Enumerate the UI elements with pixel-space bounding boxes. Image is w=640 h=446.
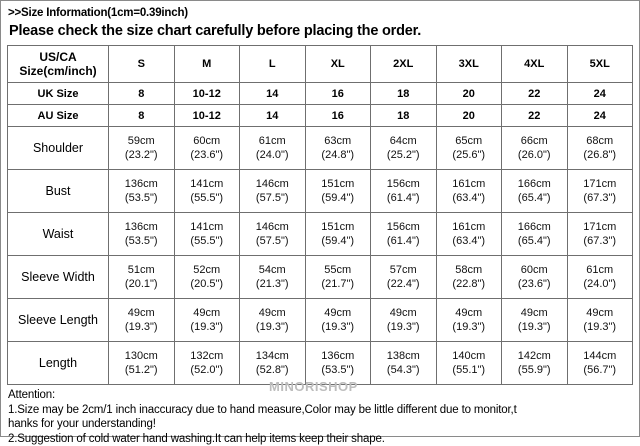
value-cm: 136cm bbox=[110, 220, 173, 234]
value-inch: (21.3") bbox=[241, 277, 304, 291]
measurement-cell bbox=[436, 256, 502, 299]
value-inch: (59.4") bbox=[307, 234, 370, 248]
uk-size-row bbox=[8, 83, 633, 105]
attention-line-2: 2.Suggestion of cold water hand washing.It can help items keep their shape. bbox=[8, 432, 633, 446]
au-size-value: 22 bbox=[502, 105, 568, 127]
value-inch: (22.8") bbox=[438, 277, 501, 291]
value-cm: 51cm bbox=[110, 263, 173, 277]
measurement-cell bbox=[371, 213, 437, 256]
value-inch: (67.3") bbox=[569, 234, 632, 248]
measurement-cell bbox=[502, 170, 568, 213]
au-size-label: AU Size bbox=[8, 105, 109, 127]
value-cm: 166cm bbox=[503, 177, 566, 191]
table-row bbox=[8, 256, 633, 299]
value-cm: 57cm bbox=[372, 263, 435, 277]
value-inch: (19.3") bbox=[307, 320, 370, 334]
au-size-row bbox=[8, 105, 633, 127]
value-cm: 161cm bbox=[438, 177, 501, 191]
value-cm: 52cm bbox=[176, 263, 239, 277]
value-inch: (53.5") bbox=[110, 234, 173, 248]
uk-size-label: UK Size bbox=[8, 83, 109, 105]
measurement-cell bbox=[109, 256, 175, 299]
value-cm: 134cm bbox=[241, 349, 304, 363]
value-cm: 141cm bbox=[176, 220, 239, 234]
uk-size-value: 24 bbox=[567, 83, 633, 105]
value-cm: 151cm bbox=[307, 177, 370, 191]
value-cm: 59cm bbox=[110, 134, 173, 148]
measurement-cell bbox=[567, 170, 633, 213]
uk-size-value: 8 bbox=[109, 83, 175, 105]
value-cm: 68cm bbox=[569, 134, 632, 148]
measurement-cell bbox=[240, 127, 306, 170]
value-inch: (63.4") bbox=[438, 234, 501, 248]
value-cm: 49cm bbox=[307, 306, 370, 320]
measurement-cell bbox=[502, 213, 568, 256]
measurement-cell bbox=[567, 342, 633, 385]
size-header-xl: XL bbox=[305, 46, 371, 83]
value-cm: 49cm bbox=[438, 306, 501, 320]
value-inch: (19.3") bbox=[438, 320, 501, 334]
measurement-cell bbox=[109, 127, 175, 170]
measurement-cell bbox=[436, 299, 502, 342]
au-size-value: 14 bbox=[240, 105, 306, 127]
value-inch: (26.8") bbox=[569, 148, 632, 162]
value-inch: (54.3") bbox=[372, 363, 435, 377]
corner-label bbox=[8, 46, 109, 83]
table-row bbox=[8, 299, 633, 342]
measurement-cell bbox=[240, 256, 306, 299]
value-cm: 49cm bbox=[569, 306, 632, 320]
attention-line-1-cont: hanks for your understanding! bbox=[8, 417, 633, 432]
measurement-cell bbox=[371, 127, 437, 170]
table-row bbox=[8, 127, 633, 170]
au-size-value: 18 bbox=[371, 105, 437, 127]
value-inch: (52.0") bbox=[176, 363, 239, 377]
value-cm: 166cm bbox=[503, 220, 566, 234]
value-cm: 146cm bbox=[241, 177, 304, 191]
value-cm: 146cm bbox=[241, 220, 304, 234]
value-cm: 141cm bbox=[176, 177, 239, 191]
table-row bbox=[8, 170, 633, 213]
measurement-cell bbox=[502, 299, 568, 342]
corner-label-line1: US/CA bbox=[39, 50, 76, 64]
au-size-value: 24 bbox=[567, 105, 633, 127]
value-inch: (55.5") bbox=[176, 191, 239, 205]
value-cm: 136cm bbox=[110, 177, 173, 191]
value-cm: 151cm bbox=[307, 220, 370, 234]
value-cm: 49cm bbox=[503, 306, 566, 320]
uk-size-value: 20 bbox=[436, 83, 502, 105]
value-inch: (19.3") bbox=[176, 320, 239, 334]
value-inch: (24.8") bbox=[307, 148, 370, 162]
value-inch: (52.8") bbox=[241, 363, 304, 377]
measurement-cell bbox=[240, 170, 306, 213]
measurement-label: Sleeve Length bbox=[8, 299, 109, 342]
value-inch: (57.5") bbox=[241, 191, 304, 205]
value-inch: (65.4") bbox=[503, 191, 566, 205]
measurement-cell bbox=[174, 127, 240, 170]
value-cm: 171cm bbox=[569, 220, 632, 234]
attention-title: Attention: bbox=[8, 388, 633, 403]
size-header-2xl: 2XL bbox=[371, 46, 437, 83]
value-inch: (24.0") bbox=[569, 277, 632, 291]
value-inch: (53.5") bbox=[307, 363, 370, 377]
measurement-cell bbox=[502, 127, 568, 170]
value-inch: (51.2") bbox=[110, 363, 173, 377]
value-inch: (55.1") bbox=[438, 363, 501, 377]
measurement-label: Bust bbox=[8, 170, 109, 213]
value-inch: (65.4") bbox=[503, 234, 566, 248]
measurement-label: Length bbox=[8, 342, 109, 385]
value-inch: (23.6") bbox=[503, 277, 566, 291]
value-inch: (25.2") bbox=[372, 148, 435, 162]
value-inch: (21.7") bbox=[307, 277, 370, 291]
value-cm: 60cm bbox=[176, 134, 239, 148]
value-cm: 61cm bbox=[569, 263, 632, 277]
value-inch: (25.6") bbox=[438, 148, 501, 162]
measurement-cell bbox=[174, 256, 240, 299]
corner-label-line2: Size(cm/inch) bbox=[19, 64, 96, 78]
value-cm: 55cm bbox=[307, 263, 370, 277]
attention-line-1: 1.Size may be 2cm/1 inch inaccuracy due to hand measure,Color may be little different due to monitor,t bbox=[8, 403, 633, 418]
measurement-cell bbox=[371, 342, 437, 385]
value-inch: (22.4") bbox=[372, 277, 435, 291]
value-inch: (53.5") bbox=[110, 191, 173, 205]
size-header-3xl: 3XL bbox=[436, 46, 502, 83]
size-header-s: S bbox=[109, 46, 175, 83]
measurement-cell bbox=[436, 342, 502, 385]
uk-size-value: 10-12 bbox=[174, 83, 240, 105]
value-cm: 171cm bbox=[569, 177, 632, 191]
measurement-label: Sleeve Width bbox=[8, 256, 109, 299]
measurement-cell bbox=[502, 256, 568, 299]
value-cm: 63cm bbox=[307, 134, 370, 148]
value-inch: (19.3") bbox=[372, 320, 435, 334]
value-cm: 65cm bbox=[438, 134, 501, 148]
shop-watermark: MINORISHOP bbox=[269, 379, 358, 394]
measurement-cell bbox=[567, 213, 633, 256]
measurement-cell bbox=[305, 127, 371, 170]
measurement-cell bbox=[305, 256, 371, 299]
value-inch: (19.3") bbox=[110, 320, 173, 334]
measurement-cell bbox=[436, 170, 502, 213]
size-header-4xl: 4XL bbox=[502, 46, 568, 83]
table-row bbox=[8, 213, 633, 256]
measurement-cell bbox=[371, 256, 437, 299]
value-inch: (23.2") bbox=[110, 148, 173, 162]
value-inch: (67.3") bbox=[569, 191, 632, 205]
value-inch: (61.4") bbox=[372, 234, 435, 248]
size-chart-table bbox=[7, 45, 633, 385]
measurement-cell bbox=[109, 213, 175, 256]
value-cm: 136cm bbox=[307, 349, 370, 363]
uk-size-value: 22 bbox=[502, 83, 568, 105]
page-subtitle: Please check the size chart carefully before placing the order. bbox=[9, 22, 633, 40]
value-inch: (20.5") bbox=[176, 277, 239, 291]
measurement-cell bbox=[502, 342, 568, 385]
measurement-cell bbox=[567, 299, 633, 342]
measurement-cell bbox=[240, 213, 306, 256]
measurement-cell bbox=[436, 213, 502, 256]
value-inch: (56.7") bbox=[569, 363, 632, 377]
value-inch: (55.9") bbox=[503, 363, 566, 377]
measurement-cell bbox=[174, 213, 240, 256]
value-cm: 144cm bbox=[569, 349, 632, 363]
measurement-label: Shoulder bbox=[8, 127, 109, 170]
au-size-value: 10-12 bbox=[174, 105, 240, 127]
value-cm: 58cm bbox=[438, 263, 501, 277]
value-cm: 161cm bbox=[438, 220, 501, 234]
value-inch: (19.3") bbox=[241, 320, 304, 334]
uk-size-value: 16 bbox=[305, 83, 371, 105]
value-cm: 60cm bbox=[503, 263, 566, 277]
measurement-cell bbox=[174, 342, 240, 385]
au-size-value: 8 bbox=[109, 105, 175, 127]
measurement-cell bbox=[371, 299, 437, 342]
uk-size-value: 14 bbox=[240, 83, 306, 105]
measurement-cell bbox=[174, 299, 240, 342]
measurement-cell bbox=[109, 170, 175, 213]
value-cm: 142cm bbox=[503, 349, 566, 363]
value-inch: (23.6") bbox=[176, 148, 239, 162]
measurement-cell bbox=[371, 170, 437, 213]
size-header-5xl: 5XL bbox=[567, 46, 633, 83]
value-inch: (24.0") bbox=[241, 148, 304, 162]
value-cm: 49cm bbox=[241, 306, 304, 320]
page-title: >>Size Information(1cm=0.39inch) bbox=[8, 6, 633, 20]
value-cm: 138cm bbox=[372, 349, 435, 363]
measurement-cell bbox=[174, 170, 240, 213]
measurement-cell bbox=[567, 256, 633, 299]
value-inch: (61.4") bbox=[372, 191, 435, 205]
value-inch: (19.3") bbox=[569, 320, 632, 334]
au-size-value: 16 bbox=[305, 105, 371, 127]
value-inch: (55.5") bbox=[176, 234, 239, 248]
value-cm: 140cm bbox=[438, 349, 501, 363]
measurement-cell bbox=[305, 299, 371, 342]
measurement-cell bbox=[109, 299, 175, 342]
value-cm: 66cm bbox=[503, 134, 566, 148]
value-cm: 49cm bbox=[110, 306, 173, 320]
au-size-value: 20 bbox=[436, 105, 502, 127]
value-cm: 49cm bbox=[176, 306, 239, 320]
attention-block bbox=[8, 388, 633, 446]
size-header-m: M bbox=[174, 46, 240, 83]
measurement-cell bbox=[305, 213, 371, 256]
value-cm: 49cm bbox=[372, 306, 435, 320]
measurement-cell bbox=[240, 299, 306, 342]
value-inch: (20.1") bbox=[110, 277, 173, 291]
value-inch: (63.4") bbox=[438, 191, 501, 205]
measurement-cell bbox=[567, 127, 633, 170]
value-cm: 156cm bbox=[372, 220, 435, 234]
measurement-cell bbox=[305, 170, 371, 213]
value-cm: 61cm bbox=[241, 134, 304, 148]
measurement-label: Waist bbox=[8, 213, 109, 256]
measurement-cell bbox=[436, 127, 502, 170]
value-cm: 156cm bbox=[372, 177, 435, 191]
value-inch: (26.0") bbox=[503, 148, 566, 162]
measurement-cell bbox=[109, 342, 175, 385]
value-cm: 132cm bbox=[176, 349, 239, 363]
uk-size-value: 18 bbox=[371, 83, 437, 105]
value-cm: 54cm bbox=[241, 263, 304, 277]
table-header-row bbox=[8, 46, 633, 83]
value-cm: 130cm bbox=[110, 349, 173, 363]
value-inch: (59.4") bbox=[307, 191, 370, 205]
value-inch: (19.3") bbox=[503, 320, 566, 334]
value-cm: 64cm bbox=[372, 134, 435, 148]
value-inch: (57.5") bbox=[241, 234, 304, 248]
size-header-l: L bbox=[240, 46, 306, 83]
